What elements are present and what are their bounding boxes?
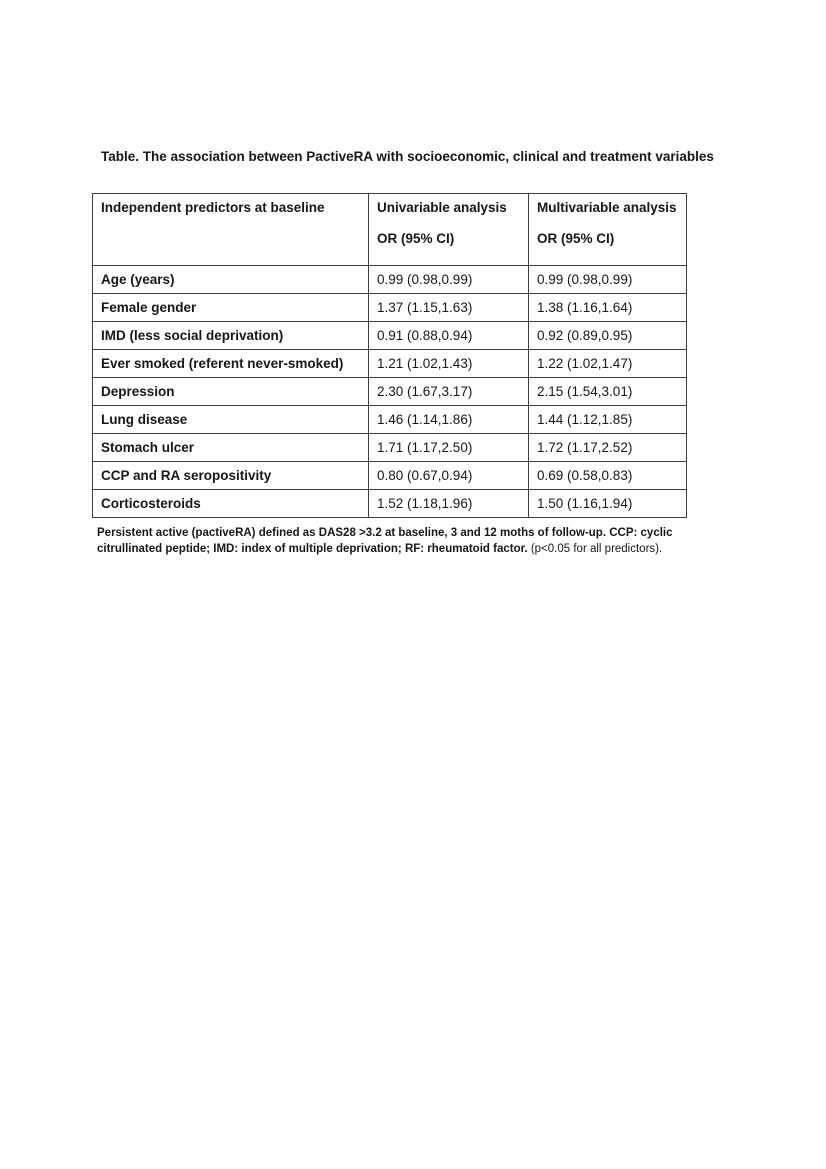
header-multivariable-label: Multivariable analysis	[537, 200, 677, 215]
header-predictors-label: Independent predictors at baseline	[101, 200, 325, 215]
multivariable-cell: 1.44 (1.12,1.85)	[529, 406, 687, 434]
multivariable-cell: 1.38 (1.16,1.64)	[529, 294, 687, 322]
predictor-cell: Depression	[93, 378, 369, 406]
predictor-cell: Stomach ulcer	[93, 434, 369, 462]
header-univariable-subline: OR (95% CI)	[377, 231, 455, 246]
header-multivariable-subline: OR (95% CI)	[537, 231, 615, 246]
multivariable-cell: 1.72 (1.17,2.52)	[529, 434, 687, 462]
footnote-regular-text: (p<0.05 for all predictors).	[527, 542, 663, 555]
table-title: Table. The association between PactiveRA with socioeconomic, clinical and treatment variables	[101, 149, 714, 164]
association-table	[92, 193, 687, 518]
predictor-cell: Female gender	[93, 294, 369, 322]
header-predictors-subline	[101, 231, 360, 246]
univariable-cell: 0.91 (0.88,0.94)	[369, 322, 529, 350]
multivariable-cell: 1.50 (1.16,1.94)	[529, 490, 687, 518]
table-row	[93, 322, 687, 350]
predictor-cell: Corticosteroids	[93, 490, 369, 518]
univariable-cell: 1.52 (1.18,1.96)	[369, 490, 529, 518]
table-row	[93, 294, 687, 322]
univariable-cell: 0.80 (0.67,0.94)	[369, 462, 529, 490]
predictor-cell: Ever smoked (referent never-smoked)	[93, 350, 369, 378]
multivariable-cell: 0.69 (0.58,0.83)	[529, 462, 687, 490]
header-univariable-label: Univariable analysis	[377, 200, 507, 215]
table-row	[93, 434, 687, 462]
table-row	[93, 462, 687, 490]
header-multivariable	[529, 194, 687, 266]
header-predictors	[93, 194, 369, 266]
footnote-bold-text: Persistent active (pactiveRA) defined as DAS28 >3.2 at baseline, 3 and 12 moths of follow-up. CCP: cyclic citrullinated peptide; IMD: index of multiple deprivation; RF: rheumatoid factor.	[97, 527, 673, 555]
multivariable-cell: 1.22 (1.02,1.47)	[529, 350, 687, 378]
univariable-cell: 1.21 (1.02,1.43)	[369, 350, 529, 378]
predictor-cell: CCP and RA seropositivity	[93, 462, 369, 490]
multivariable-cell: 0.99 (0.98,0.99)	[529, 266, 687, 294]
predictor-cell: Age (years)	[93, 266, 369, 294]
predictor-cell: IMD (less social deprivation)	[93, 322, 369, 350]
table-row	[93, 378, 687, 406]
multivariable-cell: 2.15 (1.54,3.01)	[529, 378, 687, 406]
multivariable-cell: 0.92 (0.89,0.95)	[529, 322, 687, 350]
header-univariable	[369, 194, 529, 266]
table-row	[93, 266, 687, 294]
univariable-cell: 0.99 (0.98,0.99)	[369, 266, 529, 294]
univariable-cell: 1.37 (1.15,1.63)	[369, 294, 529, 322]
univariable-cell: 1.46 (1.14,1.86)	[369, 406, 529, 434]
table-row	[93, 350, 687, 378]
predictor-cell: Lung disease	[93, 406, 369, 434]
table-row	[93, 490, 687, 518]
table-footnote	[97, 526, 715, 557]
table-header-row	[93, 194, 687, 266]
table-row	[93, 406, 687, 434]
univariable-cell: 1.71 (1.17,2.50)	[369, 434, 529, 462]
univariable-cell: 2.30 (1.67,3.17)	[369, 378, 529, 406]
